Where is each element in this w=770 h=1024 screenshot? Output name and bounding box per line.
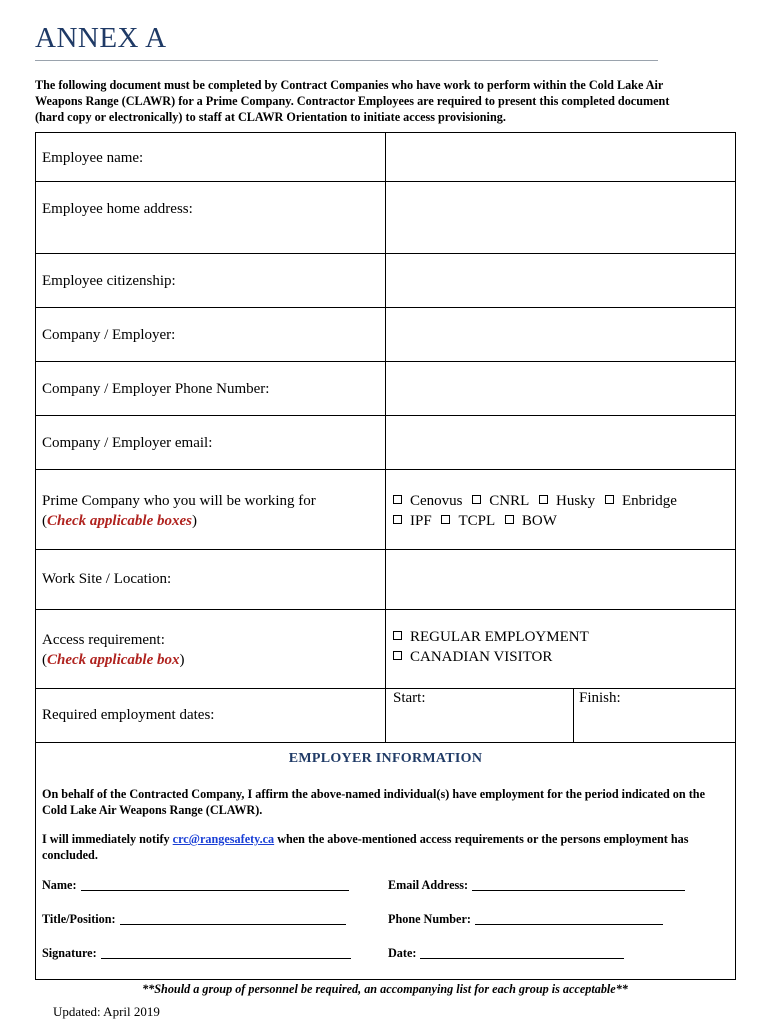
checkbox[interactable] [393,515,402,524]
checkbox[interactable] [393,631,402,640]
checkbox[interactable] [539,495,548,504]
option-husky[interactable] [539,491,595,511]
option-label: TCPL [458,513,496,529]
checkbox[interactable] [605,495,614,504]
start-label: Start: [393,690,426,706]
notify-text-after: when the above-mentioned access requirements or the persons employment has concluded. [42,832,689,862]
option-cenovus[interactable] [393,491,463,511]
prime-company-text: Prime Company who you will be working for [42,493,316,509]
employer-information-heading: EMPLOYER INFORMATION [288,751,483,766]
name-row [42,878,349,893]
option-label: REGULAR EMPLOYMENT [410,629,589,645]
checkbox[interactable] [505,515,514,524]
option-enbridge[interactable] [605,491,677,511]
phone-label: Phone Number: [388,912,471,926]
work-site-label: Work Site / Location: [42,571,172,587]
notify-paragraph [42,831,732,863]
access-text: Access requirement: [42,632,165,648]
employee-address-label: Employee home address: [42,201,193,217]
paren-close: ) [191,513,197,529]
access-form-table [35,132,736,980]
option-tcpl[interactable] [441,511,495,531]
title-row [42,912,346,927]
employment-dates-label: Required employment dates: [42,707,215,723]
phone-input-line[interactable] [475,912,663,925]
phone-row [388,912,663,927]
page-title: ANNEX A [35,22,167,54]
prime-company-options-row-2 [393,511,563,531]
prime-company-label [42,491,316,531]
company-email-field[interactable] [386,416,736,469]
prime-company-hint: Check applicable boxes [47,513,192,529]
employee-address-field[interactable] [386,182,736,253]
email-row [388,878,685,893]
paren-close: ) [179,652,185,668]
signature-input-line[interactable] [101,946,351,959]
checkbox[interactable] [393,651,402,660]
option-label: CNRL [489,493,530,509]
access-hint: Check applicable box [47,652,180,668]
prime-company-options-row-1 [393,491,683,511]
email-input-line[interactable] [472,878,685,891]
date-input-line[interactable] [420,946,624,959]
group-footnote: **Should a group of personnel be required, an accompanying list for each group is acceptable** [142,982,628,996]
company-employer-field[interactable] [386,308,736,361]
option-label: BOW [521,513,557,529]
employee-name-field[interactable] [386,133,736,181]
paren-open: ( [42,652,47,668]
updated-date: Updated: April 2019 [53,1004,160,1019]
signature-row [42,946,351,961]
affirm-paragraph: On behalf of the Contracted Company, I affirm the above-named individual(s) have employment for the period indicated on the Cold Lake Air Weapons Range (CLAWR). [42,787,705,817]
employee-citizenship-field[interactable] [386,254,736,307]
notify-email-link[interactable]: crc@rangesafety.ca [172,832,275,846]
company-phone-field[interactable] [386,362,736,415]
date-row [388,946,624,961]
start-date-field[interactable] [386,709,572,742]
date-label: Date: [388,946,417,960]
option-label: Cenovus [410,493,463,509]
company-phone-label: Company / Employer Phone Number: [42,381,270,397]
intro-paragraph: The following document must be completed by Contract Companies who have work to perform within the Cold Lake Air Weapons Range (CLAWR) for a Prime Company. Contractor Employees are required to present this completed document (hard copy or electronically) to staff at CLAWR Orientation to initiate access provisioning. [35,78,670,124]
option-bow[interactable] [505,511,557,531]
notify-text-before: I will immediately notify [42,832,173,846]
access-option-visitor[interactable] [393,647,552,667]
email-label: Email Address: [388,878,469,892]
work-site-field[interactable] [386,550,736,609]
employee-citizenship-label: Employee citizenship: [42,273,176,289]
access-requirement-label [42,630,184,670]
company-employer-label: Company / Employer: [42,327,176,343]
checkbox[interactable] [472,495,481,504]
paren-open: ( [42,513,47,529]
row-divider [36,688,735,689]
option-label: CANADIAN VISITOR [410,649,553,665]
employee-name-label: Employee name: [42,150,144,166]
signature-label: Signature: [42,946,97,960]
title-input-line[interactable] [120,912,346,925]
finish-date-field[interactable] [574,709,736,742]
option-cnrl[interactable] [472,491,529,511]
checkbox[interactable] [393,495,402,504]
row-divider [36,469,735,470]
row-divider [36,609,735,610]
company-email-label: Company / Employer email: [42,435,213,451]
option-label: Husky [556,493,596,509]
row-divider [36,742,735,743]
option-ipf[interactable] [393,511,432,531]
checkbox[interactable] [441,515,450,524]
option-label: Enbridge [621,493,677,509]
title-divider [35,60,658,61]
title-position-label: Title/Position: [42,912,116,926]
name-label: Name: [42,878,77,892]
access-option-regular[interactable] [393,627,589,647]
option-label: IPF [410,513,432,529]
finish-label: Finish: [579,690,621,706]
name-input-line[interactable] [81,878,349,891]
